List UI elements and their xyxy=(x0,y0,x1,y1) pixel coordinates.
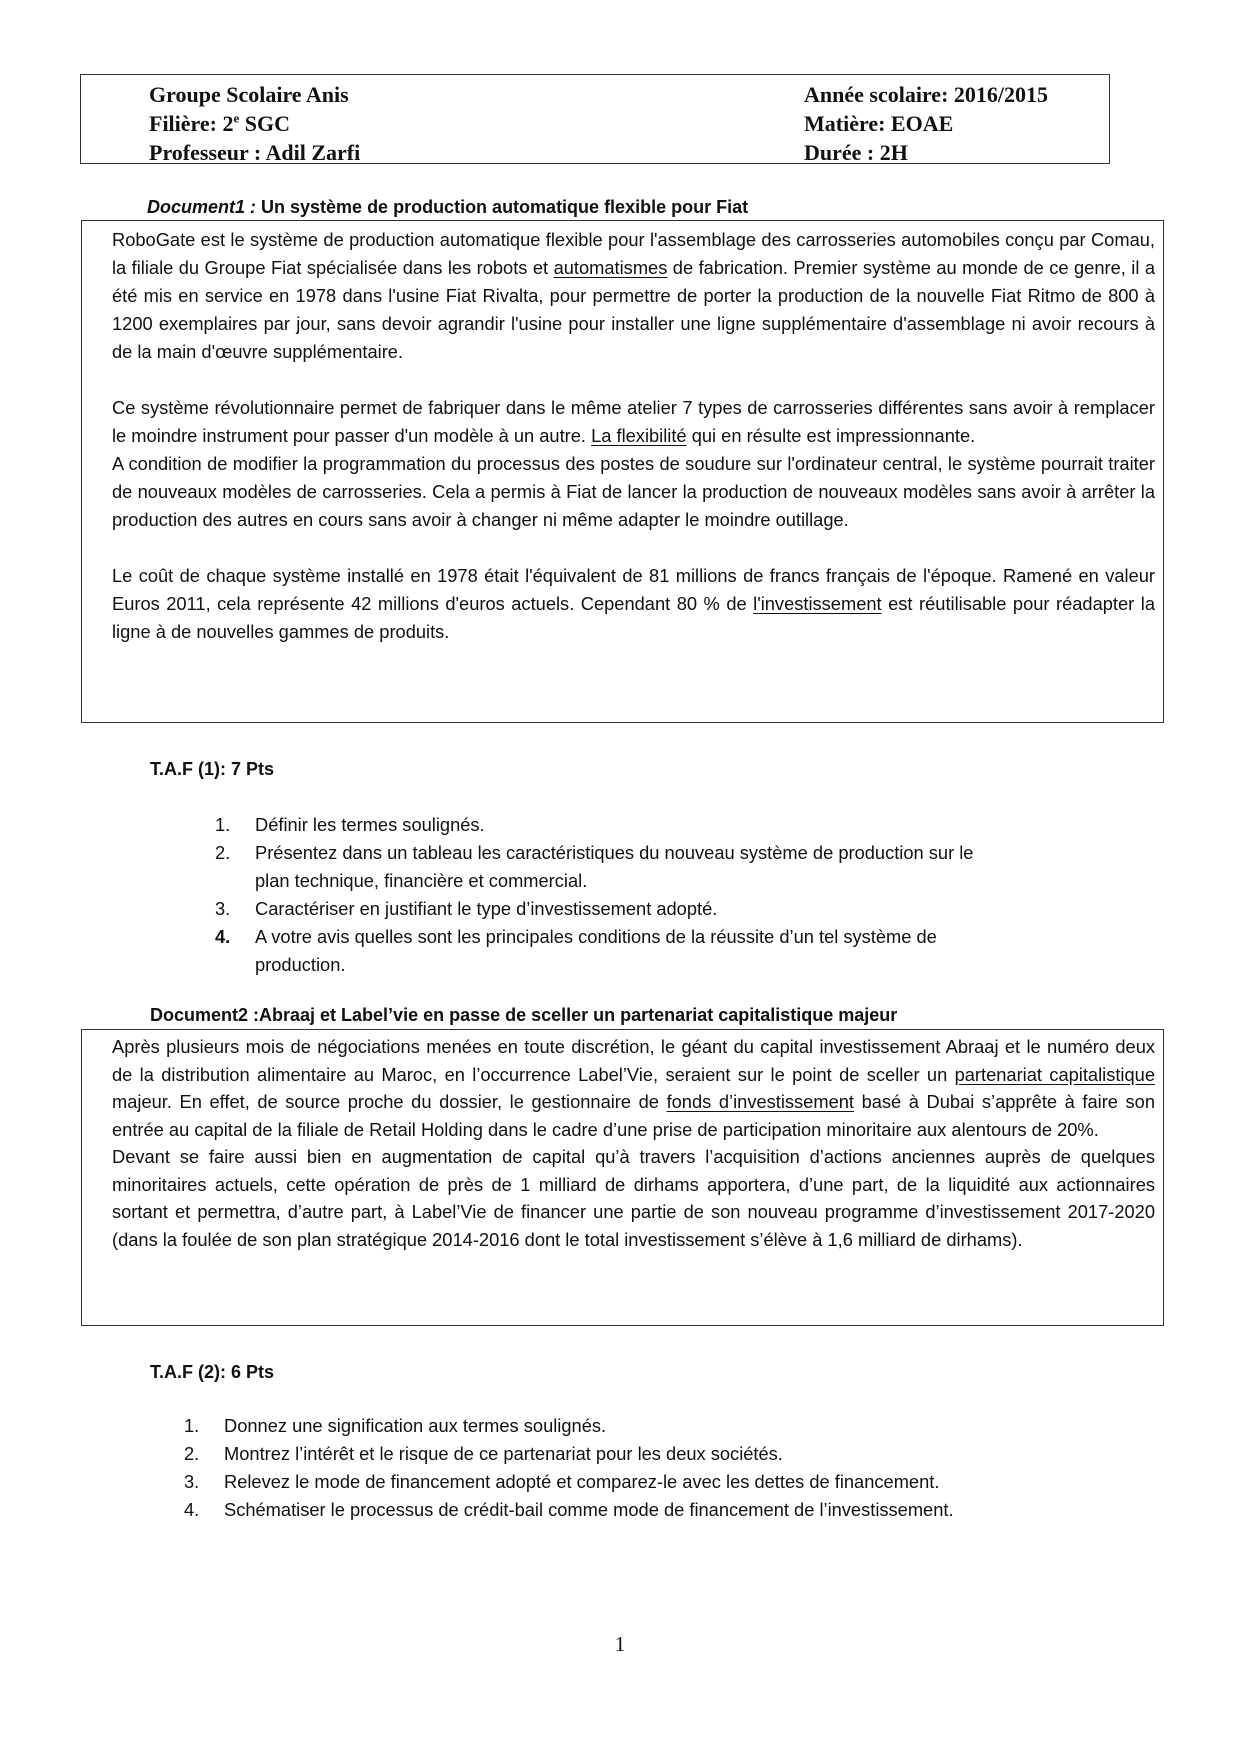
document1-paragraph: Le coût de chaque système installé en 1978 était l'équivalent de 81 millions de francs français de l'époque. Ramené en valeur Euros 2011, cela représente 42 millions d'euros actuels. Cependant 80 % de l'investissement est réutilisable pour réadapter la ligne à de nouvelles gammes de produits. xyxy=(112,565,1155,642)
document2-box xyxy=(81,1029,1164,1326)
underlined-term: automatismes xyxy=(553,257,668,278)
question-item: 2. Présentez dans un tableau les caractéristiques du nouveau système de production sur le plan technique, financière et commercial. xyxy=(215,842,974,891)
underlined-term: fonds d’investissement xyxy=(666,1091,854,1112)
underlined-term: La flexibilité xyxy=(591,425,687,446)
matiere: Matière: EOAE xyxy=(804,111,954,136)
header-right-column xyxy=(804,80,1048,167)
page-number: 1 xyxy=(614,1632,626,1656)
document1-title: Document1 : Un système de production automatique flexible pour Fiat xyxy=(147,197,749,217)
taf2-title: T.A.F (2): 6 Pts xyxy=(150,1362,275,1382)
underlined-term: partenariat capitalistique xyxy=(954,1063,1155,1085)
header-left-column xyxy=(149,80,360,167)
taf1-questions xyxy=(215,811,1095,979)
question-item: 3. Relevez le mode de financement adopté et comparez-le avec les dettes de financement. xyxy=(184,1471,940,1492)
question-item: 1. Définir les termes soulignés. xyxy=(215,814,485,835)
document1-box xyxy=(81,220,1164,723)
question-item: 4. Schématiser le processus de crédit-bail comme mode de financement de l’investissement. xyxy=(184,1499,954,1520)
question-item: 3. Caractériser en justifiant le type d’investissement adopté. xyxy=(215,898,718,919)
exam-header xyxy=(80,74,1110,164)
question-item: 2. Montrez l’intérêt et le risque de ce partenariat pour les deux sociétés. xyxy=(184,1443,783,1464)
document1-paragraph: Ce système révolutionnaire permet de fabriquer dans le même atelier 7 types de carrosseries différentes sans avoir à remplacer le moindre instrument pour passer d'un modèle à un autre. La flexibilité qui en résulte est impressionnante. xyxy=(112,397,1155,446)
filiere: Filière: 2e SGC xyxy=(149,110,291,136)
annee-scolaire: Année scolaire: 2016/2015 xyxy=(804,82,1049,107)
school-name: Groupe Scolaire Anis xyxy=(149,82,349,107)
document1-paragraph: RoboGate est le système de production automatique flexible pour l'assemblage des carrosseries automobiles conçu par Comau, la filiale du Groupe Fiat spécialisée dans les robots et automatismes de fabrication. Premier système au monde de ce genre, il a été mis en service en 1978 dans l'usine Fiat Rivalta, pour permettre de porter la production de la nouvelle Fiat Ritmo de 800 à 1200 exemplaires par jour, sans devoir agrandir l'usine pour installer une ligne supplémentaire d'assemblage ni avoir recours à de la main d'œuvre supplémentaire. xyxy=(112,229,1155,362)
document2-paragraph: Après plusieurs mois de négociations menées en toute discrétion, le géant du capital investissement Abraaj et le numéro deux de la distribution alimentaire au Maroc, en l’occurrence Label’Vie, seraient sur le point de sceller un partenariat capitalistique majeur. En effet, de source proche du dossier, le gestionnaire de fonds d’investissement basé à Dubai s’apprête à faire son entrée au capital de la filiale de Retail Holding dans le cadre d’une prise de participation minoritaire aux alentours de 20%. xyxy=(112,1036,1156,1140)
question-item: 4. A votre avis quelles sont les principales conditions de la réussite d’un tel système de production. xyxy=(215,926,937,975)
document1-paragraph: A condition de modifier la programmation du processus des postes de soudure sur l'ordinateur central, le système pourrait traiter de nouveaux modèles de carrosseries. Cela a permis à Fiat de lancer la production de nouveaux modèles sans avoir à arrêter la production des autres en cours sans avoir à changer ni même adapter le moindre outillage. xyxy=(112,453,1155,530)
taf1-title: T.A.F (1): 7 Pts xyxy=(150,759,275,779)
question-item: 1. Donnez une signification aux termes soulignés. xyxy=(184,1415,607,1436)
professeur: Professeur : Adil Zarfi xyxy=(149,140,361,165)
duree: Durée : 2H xyxy=(804,140,908,165)
underlined-term: l'investissement xyxy=(753,593,882,614)
document2-paragraph: Devant se faire aussi bien en augmentation de capital qu’à travers l’acquisition d’actions anciennes auprès de quelques minoritaires actuels, cette opération de près de 1 milliard de dirhams apportera, d’une part, de la liquidité aux actionnaires sortant et permettra, d’autre part, à Label’Vie de financer une partie de son nouveau programme d’investissement 2017-2020 (dans la foulée de son plan stratégique 2014-2016 dont le total investissement s’élève à 1,6 milliard de dirhams). xyxy=(112,1146,1155,1250)
document2-title: Document2 :Abraaj et Label’vie en passe de sceller un partenariat capitalistique majeur xyxy=(150,1005,898,1025)
taf2-questions xyxy=(184,1412,1134,1524)
